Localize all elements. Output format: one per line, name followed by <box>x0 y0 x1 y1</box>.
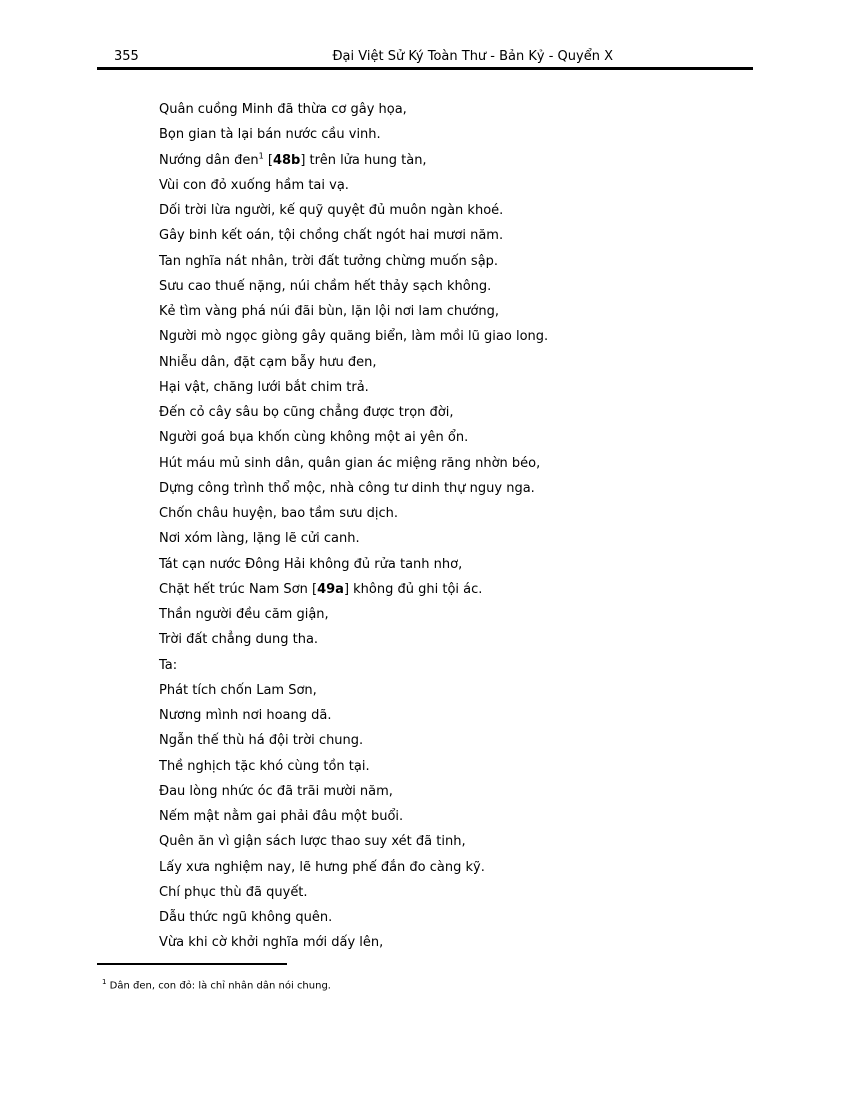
footnote-rule <box>97 963 287 965</box>
poem-line: Người mò ngọc giòng gây quăng biển, làm mồi lũ giao long. <box>159 329 549 345</box>
poem-line-after: ] không đủ ghi tội ác. <box>343 581 483 597</box>
page-header <box>97 49 753 69</box>
poem-line-sup: 1 <box>258 151 264 161</box>
poem-line: Lấy xưa nghiệm nay, lẽ hưng phế đắn đo càng kỹ. <box>159 859 485 875</box>
poem-line: Sưu cao thuế nặng, núi chầm hết thảy sạch không. <box>159 278 492 294</box>
poem-line: Nương mình nơi hoang dã. <box>159 708 332 723</box>
poem-line: Vùi con đỏ xuống hầm tai vạ. <box>159 177 349 193</box>
poem-line: Quên ăn vì giận sách lược thao suy xét đã tinh, <box>159 834 466 850</box>
poem-line: Vừa khi cờ khởi nghĩa mới dấy lên, <box>159 935 384 951</box>
page-number: 355 <box>114 49 139 64</box>
footnote <box>102 978 331 991</box>
poem-line: Dẫu thức ngũ không quên. <box>159 910 333 925</box>
poem-line: Kẻ tìm vàng phá núi đãi bùn, lặn lội nơi lam chướng, <box>159 304 499 319</box>
poem-line <box>159 577 719 602</box>
poem-line: Đến cỏ cây sâu bọ cũng chẳng được trọn đời, <box>159 405 454 420</box>
poem-line: Ngẫn thế thù há đội trời chung. <box>159 733 364 749</box>
poem-line: Chốn châu huyện, bao tầm sưu dịch. <box>159 506 398 521</box>
poem-body <box>159 97 719 956</box>
poem-line: Đau lòng nhức óc đã trãi mười năm, <box>159 783 393 799</box>
poem-line: Bọn gian tà lại bán nước cầu vinh. <box>159 127 381 143</box>
poem-line: Thần người đều căm giận, <box>159 607 329 622</box>
poem-line: Chí phục thù đã quyết. <box>159 884 308 900</box>
poem-line: Hại vật, chăng lưới bắt chim trả. <box>159 379 369 395</box>
running-title: Đại Việt Sử Ký Toàn Thư - Bản Kỷ - Quyển X <box>332 49 613 64</box>
poem-line: Phát tích chốn Lam Sơn, <box>159 682 317 698</box>
poem-line-before: Chặt hết trúc Nam Sơn [ <box>159 581 318 597</box>
poem-line: Trời đất chẳng dung tha. <box>159 632 319 648</box>
poem-line: Người goá bụa khốn cùng không một ai yên ổn. <box>159 430 469 446</box>
poem-line: Nếm mật nằm gai phải đâu một buổi. <box>159 809 404 824</box>
poem-line: Dựng công trình thổ mộc, nhà công tư dinh thự nguy nga. <box>159 480 535 496</box>
footnote-text: Dân đen, con đỏ: là chỉ nhân dân nói chung. <box>106 980 331 992</box>
footnote-marker: 1 <box>102 978 107 986</box>
poem-line: Ta: <box>159 657 178 673</box>
poem-line: Tan nghĩa nát nhân, trời đất tưởng chừng muốn sập. <box>159 253 499 269</box>
poem-line: Nhiễu dân, đặt cạm bẫy hưu đen, <box>159 354 377 370</box>
poem-line: Tát cạn nước Đông Hải không đủ rửa tanh nhơ, <box>159 556 463 572</box>
poem-line: Gây binh kết oán, tội chồng chất ngót hai mươi năm. <box>159 228 504 244</box>
poem-line: Nơi xóm làng, lặng lẽ cửi canh. <box>159 531 360 547</box>
poem-line: Hút máu mủ sinh dân, quân gian ác miệng răng nhờn béo, <box>159 455 541 471</box>
poem-line: Thề nghịch tặc khó cùng tồn tại. <box>159 758 370 774</box>
poem-line-bold: 49a <box>317 581 344 597</box>
poem-line-before: Nướng dân đen <box>159 152 259 168</box>
poem-line: Quân cuồng Minh đã thừa cơ gây họa, <box>159 102 407 117</box>
poem-line <box>159 148 719 173</box>
poem-line-after: ] trên lửa hung tàn, <box>300 152 427 168</box>
header-rule <box>97 67 753 70</box>
poem-line-bold: 48b <box>272 152 301 168</box>
poem-line-mid: [ <box>263 152 273 168</box>
poem-line: Dối trời lừa người, kế quỹ quyệt đủ muôn ngàn khoé. <box>159 203 504 218</box>
